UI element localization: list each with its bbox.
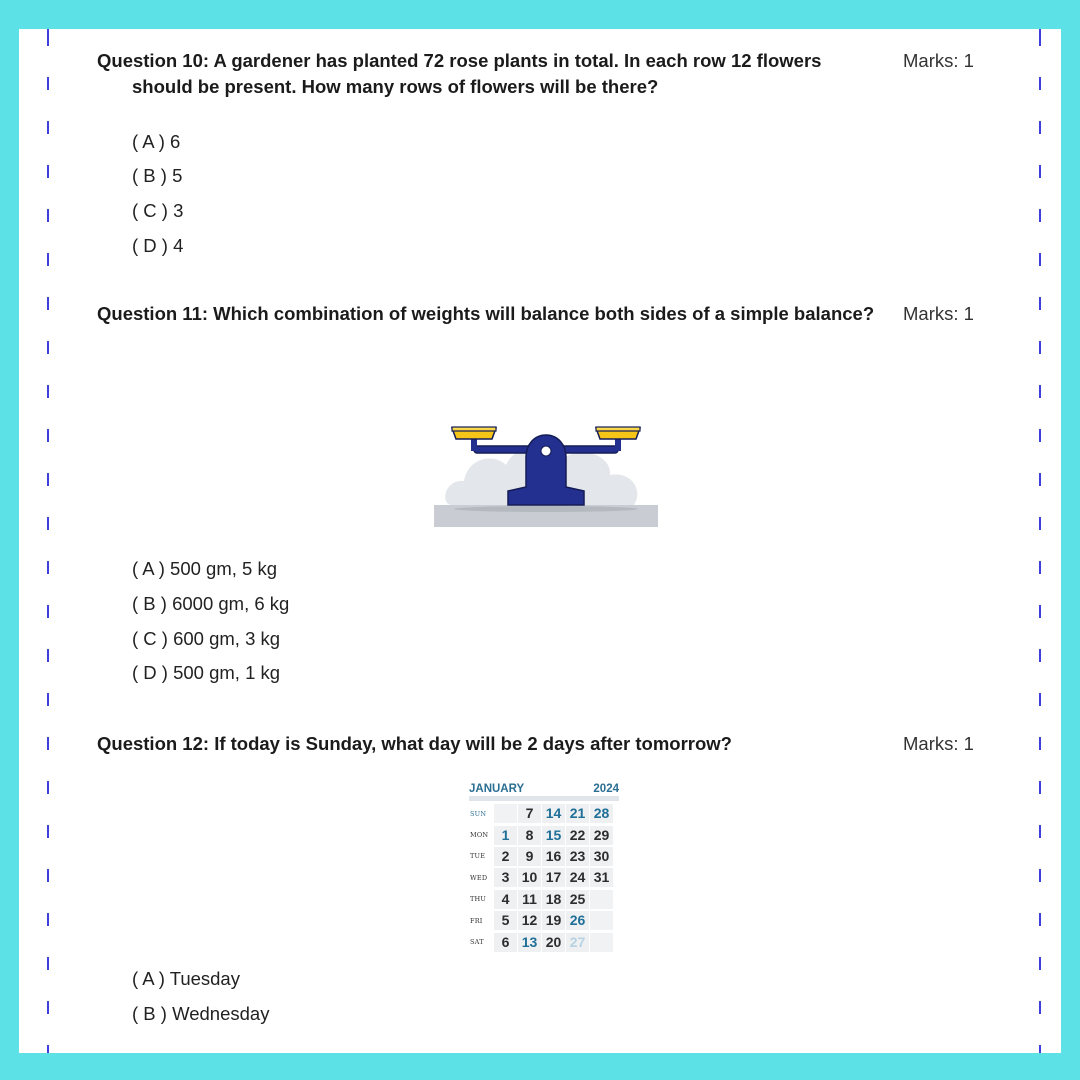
platform-shadow	[454, 506, 638, 512]
question-12-text: Question 12: If today is Sunday, what day will be 2 days after tomorrow?	[97, 733, 732, 754]
right-pan-rim	[596, 427, 640, 431]
question-11-option-b[interactable]: ( B ) 6000 gm, 6 kg	[132, 593, 290, 614]
question-10-marks: Marks: 1	[903, 50, 974, 71]
calendar-date: 17	[542, 868, 565, 887]
question-10-option-a[interactable]: ( A ) 6	[132, 131, 181, 152]
calendar-day-label: WED	[470, 873, 488, 882]
calendar-date: 5	[494, 911, 517, 930]
question-12-marks: Marks: 1	[903, 733, 974, 754]
calendar-row	[469, 867, 619, 888]
calendar-row	[469, 803, 619, 824]
calendar-week-strip	[469, 796, 619, 801]
calendar-row	[469, 910, 619, 931]
calendar-image	[467, 781, 621, 953]
calendar-date: 2	[494, 847, 517, 866]
calendar-date	[590, 933, 613, 952]
left-dashed-border	[47, 29, 49, 1053]
calendar-date: 6	[494, 933, 517, 952]
calendar-date: 18	[542, 890, 565, 909]
question-11	[97, 301, 997, 683]
question-12-option-b[interactable]: ( B ) Wednesday	[132, 1003, 270, 1024]
calendar-date: 30	[590, 847, 613, 866]
calendar-row	[469, 824, 619, 845]
calendar-date: 14	[542, 804, 565, 823]
question-10-option-b[interactable]: ( B ) 5	[132, 165, 183, 186]
calendar-date: 28	[590, 804, 613, 823]
scale-pivot	[541, 446, 551, 456]
calendar-day-label: MON	[470, 831, 489, 840]
calendar-date: 10	[518, 868, 541, 887]
question-11-marks: Marks: 1	[903, 303, 974, 324]
calendar-date: 15	[542, 826, 565, 845]
question-10	[97, 48, 997, 256]
calendar-date: 4	[494, 890, 517, 909]
calendar-date	[590, 890, 613, 909]
right-dashed-border	[1039, 29, 1041, 1053]
calendar-year: 2024	[593, 783, 619, 795]
calendar-month: JANUARY	[469, 783, 525, 795]
calendar-date: 21	[566, 804, 589, 823]
calendar-date: 23	[566, 847, 589, 866]
calendar-date: 7	[518, 804, 541, 823]
calendar-date: 20	[542, 933, 565, 952]
calendar-day-label: THU	[470, 895, 487, 904]
calendar-date: 8	[518, 826, 541, 845]
calendar-date: 22	[566, 826, 589, 845]
question-11-option-a[interactable]: ( A ) 500 gm, 5 kg	[132, 558, 277, 579]
question-10-option-c[interactable]: ( C ) 3	[132, 200, 184, 221]
calendar-date: 29	[590, 826, 613, 845]
worksheet-page	[19, 29, 1061, 1053]
question-11-option-d[interactable]: ( D ) 500 gm, 1 kg	[132, 662, 281, 683]
calendar-row	[469, 931, 619, 952]
calendar-day-label: SAT	[470, 938, 484, 947]
calendar-date: 1	[494, 826, 517, 845]
calendar-date: 26	[566, 911, 589, 930]
question-11-option-c[interactable]: ( C ) 600 gm, 3 kg	[132, 628, 281, 649]
calendar-date	[590, 911, 613, 930]
question-10-option-d[interactable]: ( D ) 4	[132, 235, 184, 256]
calendar-date: 24	[566, 868, 589, 887]
calendar-date: 13	[518, 933, 541, 952]
calendar-day-label: SUN	[470, 809, 487, 818]
calendar-date: 27	[566, 933, 589, 952]
calendar-date	[494, 804, 517, 823]
balance-scale-image	[434, 417, 658, 527]
calendar-grid	[469, 803, 619, 953]
left-pan-rim	[452, 427, 496, 431]
calendar-date: 31	[590, 868, 613, 887]
calendar-day-label: TUE	[470, 852, 486, 861]
calendar-date: 19	[542, 911, 565, 930]
calendar-date: 9	[518, 847, 541, 866]
question-11-text: Question 11: Which combination of weights will balance both sides of a simple balance?	[97, 303, 875, 324]
question-12-option-a[interactable]: ( A ) Tuesday	[132, 968, 240, 989]
question-10-text: Question 10: A gardener has planted 72 rose plants in total. In each row 12 flowers should be present. How many rows of flowers will be there?	[97, 50, 822, 97]
calendar-date: 12	[518, 911, 541, 930]
calendar-day-label: FRI	[470, 916, 483, 925]
calendar-date: 3	[494, 868, 517, 887]
calendar-date: 11	[518, 890, 541, 909]
calendar-row	[469, 889, 619, 910]
calendar-row	[469, 846, 619, 867]
calendar-date: 16	[542, 847, 565, 866]
calendar-date: 25	[566, 890, 589, 909]
calendar-header	[469, 783, 619, 797]
